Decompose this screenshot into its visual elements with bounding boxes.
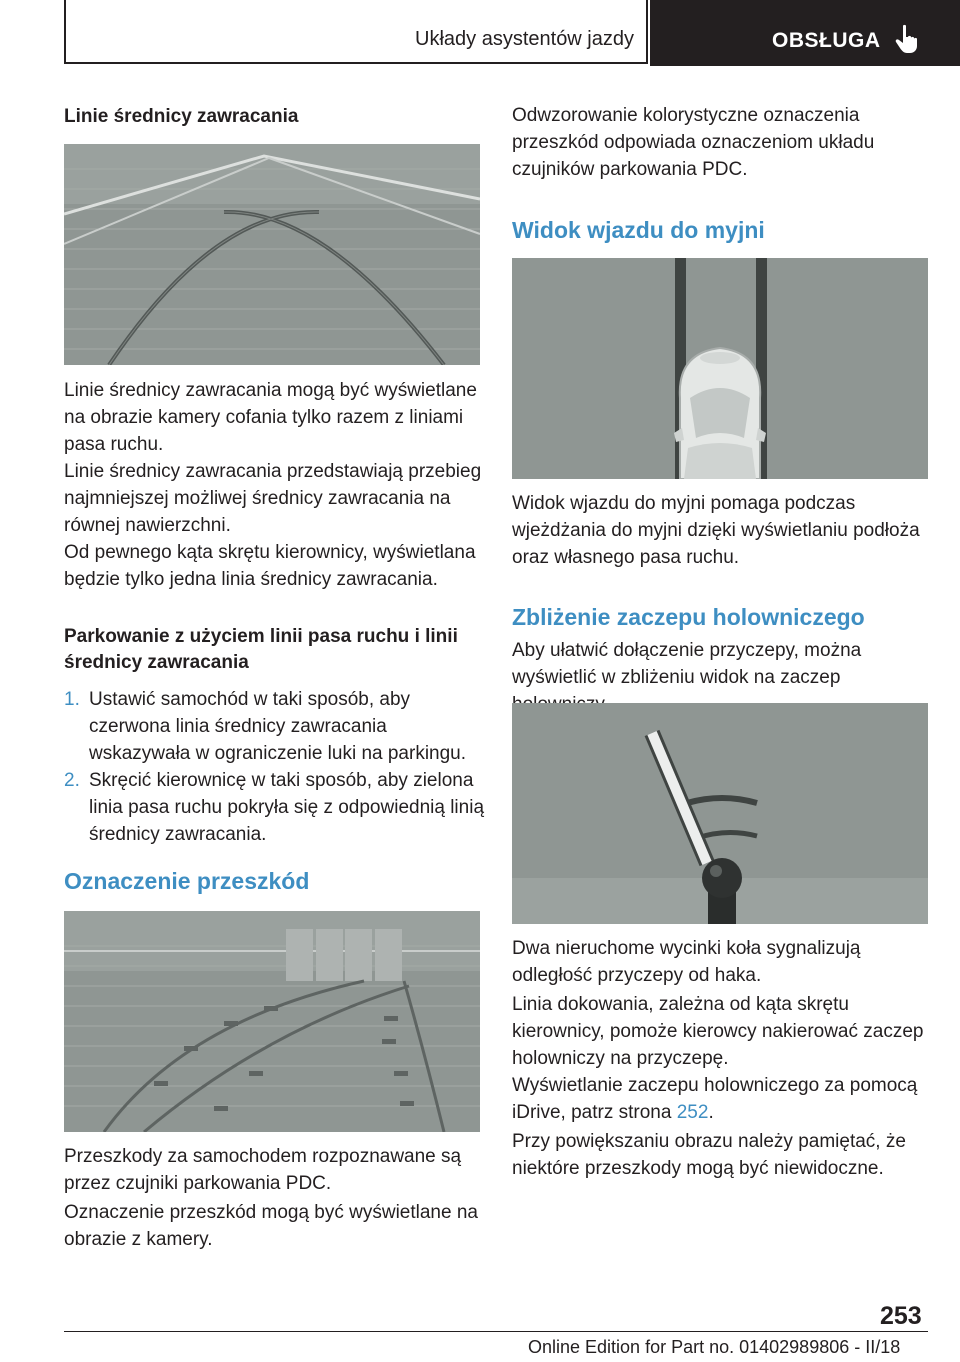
paragraph-hitch-3-text: Wyświetlanie zaczepu holowniczego za pomocą iDrive, patrz strona: [512, 1075, 918, 1123]
paragraph-hitch-2: Linia dokowania, zależna od kąta skrętu kierownicy, pomoże kierowcy nakierować zaczep holowniczy na przyczepę.: [512, 994, 924, 1069]
footer-divider: [64, 1331, 928, 1332]
pointing-hand-icon: [895, 24, 923, 54]
tab-label: OBSŁUGA: [772, 29, 881, 52]
edition-note: Online Edition for Part no. 01402989806 - II/18: [528, 1337, 901, 1357]
paragraph-hitch-1: Dwa nieruchome wycinki koła sygnalizują odległość przyczepy od haka.: [512, 938, 861, 986]
obstacle-marking-image: [64, 911, 480, 1132]
carwash-view-image: [512, 258, 928, 479]
header-section-box: [64, 0, 648, 64]
paragraph-color-mapping: Odwzorowanie kolorystyczne oznaczenia przeszkód odpowiada oznaczeniom układu czujników parkowania PDC.: [512, 105, 875, 180]
heading-turning-circle: Linie średnicy zawracania: [64, 106, 299, 127]
header-tab: [650, 0, 960, 66]
turning-circle-image: [64, 144, 480, 365]
heading-obstacles: Oznaczenie przeszkód: [64, 868, 310, 894]
paragraph-turning-2: Linie średnicy zawracania przedstawiają przebieg najmniejszej możliwej średnicy zawracania na równej nawierzchni.: [64, 461, 482, 536]
paragraph-turning-1: Linie średnicy zawracania mogą być wyświetlane na obrazie kamery cofania tylko razem z liniami pasa ruchu.: [64, 380, 477, 455]
paragraph-hitch-intro: Aby ułatwić dołączenie przyczepy, można wyświetlić w zbliżeniu widok na zaczep: [512, 640, 862, 688]
heading-carwash: Widok wjazdu do myjni: [512, 217, 765, 243]
step-number: 2.: [64, 770, 80, 791]
paragraph-hitch-3: [512, 1072, 930, 1126]
page-number: 253: [880, 1302, 922, 1330]
paragraph-obstacles-1: Przeszkody za samochodem rozpoznawane są przez czujniki parkowania PDC.: [64, 1146, 462, 1194]
paragraph-turning-3: Od pewnego kąta skrętu kierownicy, wyświetlana będzie tylko jedna linia średnicy zawracania.: [64, 542, 476, 590]
heading-parking: Parkowanie z użyciem linii pasa ruchu i linii średnicy zawracania: [64, 626, 458, 673]
heading-hitch: Zbliżenie zaczepu holowniczego: [512, 604, 865, 630]
paragraph-obstacles-2: Oznaczenie przeszkód mogą być wyświetlane na obrazie z kamery.: [64, 1202, 478, 1250]
page-link[interactable]: 252: [676, 1102, 709, 1123]
section-title: Układy asystentów jazdy: [415, 28, 634, 50]
step-text: Ustawić samochód w taki sposób, aby czerwona linia średnicy zawracania wskazywała w ograniczenie luki na parkingu.: [89, 689, 467, 764]
step-text: Skręcić kierownicę w taki sposób, aby zielona linia pasa ruchu pokryła się z odpowiednią linią średnicy zawracania.: [89, 770, 485, 845]
paragraph-hitch-4: Przy powiększaniu obrazu należy pamiętać, że niektóre przeszkody mogą być niewidoczne.: [512, 1131, 906, 1179]
step-number: 1.: [64, 689, 80, 710]
paragraph-carwash: Widok wjazdu do myjni pomaga podczas wjeżdżania do myjni dzięki wyświetlaniu podłoża oraz własnego pasa ruchu.: [512, 493, 920, 568]
hitch-zoom-image: [512, 703, 928, 924]
paragraph-hitch-3-end: .: [708, 1102, 714, 1123]
